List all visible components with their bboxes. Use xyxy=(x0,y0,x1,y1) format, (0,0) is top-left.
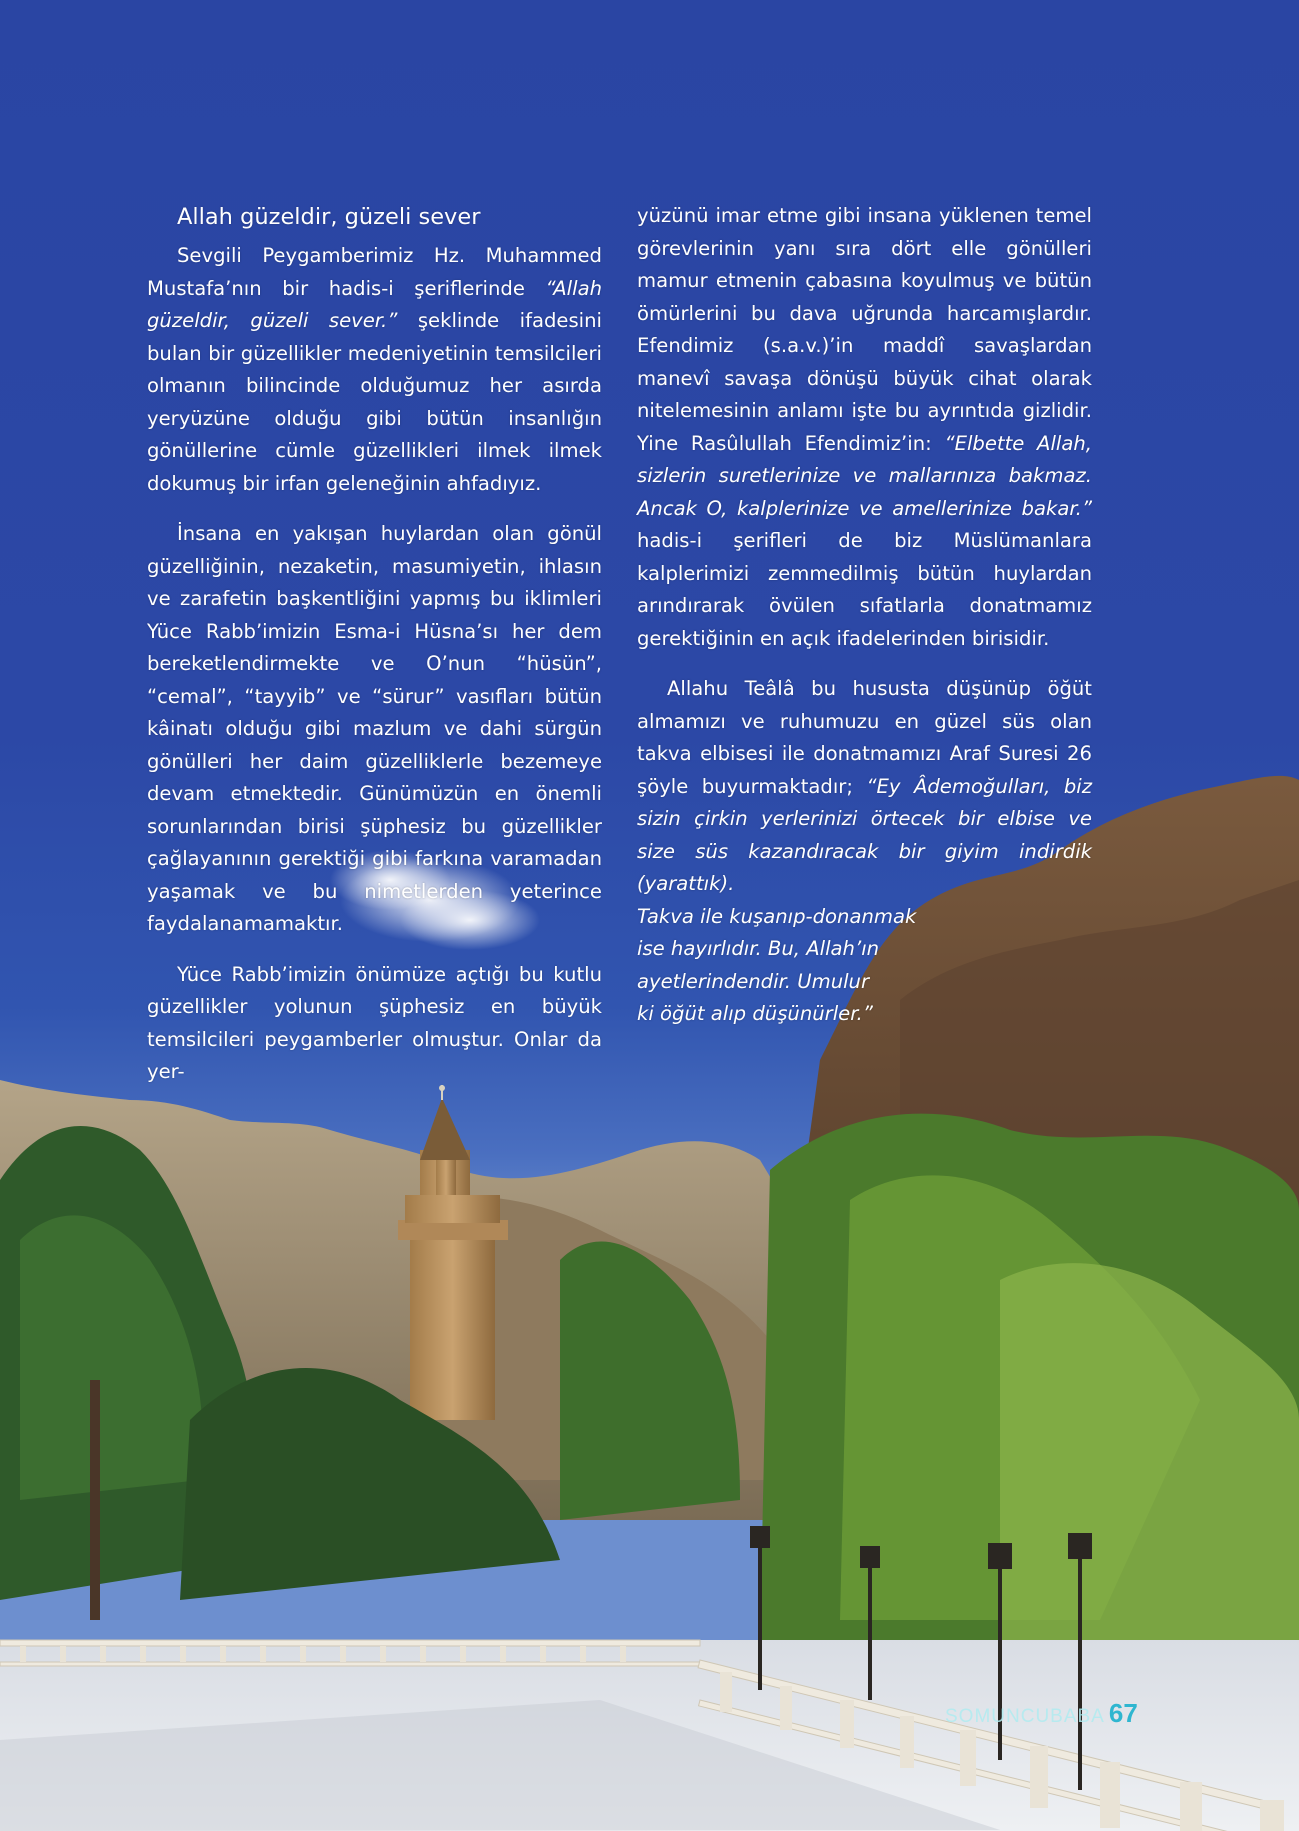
quote-line: ise hayırlıdır. Bu, Allah’ın xyxy=(637,937,880,960)
text-run: Sevgili Peygamberimiz Hz. Muhammed Mustafa’nın bir hadis-i şeriflerinde xyxy=(147,244,602,300)
magazine-name: SOMUNCUBABA xyxy=(945,1706,1105,1727)
article-column-left xyxy=(147,200,602,1107)
paragraph xyxy=(147,240,602,500)
page-number: 67 xyxy=(1108,1698,1138,1728)
article-column-right xyxy=(637,200,1092,1031)
paragraph: İnsana en yakışan huylardan olan gönül güzelliğinin, nezaketin, masumiyetin, ihlasın ve zarafetin başkentliğini yapmış bu iklimleri Yüce Rabb’imizin Esma-i Hüsna’sı her dem bereketlendirmekte ve O’nun “hüsün”, “cemal”, “tayyib” ve “sürur” vasıfları bütün kâinatı olduğu gibi mazlum ve dahi sürgün gönülleri her daim güzelliklerle bezemeye devam etmektedir. Günümüzün en önemli sorunlarından birisi şüphesiz bu güzellikler çağlayanının gerektiği gibi farkına varamadan yaşamak ve bu nimetlerden yeterince faydalanamamaktır. xyxy=(147,522,602,935)
verse-quote: “Ey Âdemoğulları, biz sizin çirkin yerlerinizi örtecek bir elbise ve size süs kazandıracak bir giyim indirdik (yarattık). xyxy=(637,774,1093,895)
quote-line: Takva ile kuşanıp-donanmak xyxy=(637,904,917,928)
paragraph xyxy=(637,673,1092,901)
paragraph xyxy=(637,200,1092,655)
verse-quote-tail xyxy=(637,901,1092,1031)
text-run: Allahu Teâlâ bu hususta düşünüp öğüt almamızı ve ruhumuzu en güzel süs olan takva elbisesi ile donatmamızı Araf Suresi 26 şöyle buyurmaktadır; xyxy=(637,677,1092,798)
section-heading: Allah güzeldir, güzeli sever xyxy=(177,204,481,230)
paragraph: Yüce Rabb’imizin önümüze açtığı bu kutlu güzellikler yolunun şüphesiz en büyük temsilcileri peygamberler olmuştur. Onlar da yer- xyxy=(147,962,602,1083)
text-run: şeklinde ifadesini bulan bir güzellikler medeniyetinin temsilcileri olmanın bilincinde olduğumuz her asırda yeryüzüne olduğu gibi bütün insanlığın gönüllerine cümle güzellikleri ilmek ilmek dokumuş bir irfan geleneğinin ahfadıyız. xyxy=(147,309,602,495)
quote-line: ayetlerindendir. Umulur xyxy=(637,969,870,993)
minaret xyxy=(398,1085,508,1420)
hadith-quote: “Elbette Allah, sizlerin suretlerinize ve mallarınıza bakmaz. Ancak O, kalplerinize ve amellerinize bakar.” xyxy=(637,431,1092,520)
quote-line: ki öğüt alıp düşünürler.” xyxy=(637,1002,873,1025)
text-run: yüzünü imar etme gibi insana yüklenen temel görevlerinin yanı sıra dört elle gönülleri mamur etmenin çabasına koyulmuş ve bütün ömürlerini bu dava uğrunda harcamışlardır. Efendimiz (s.a.v.)’in maddî savaşlardan manevî savaşa dönüşü büyük cihat olarak nitelemesinin anlamı işte bu ayrıntıda gizlidir. Yine Rasûlullah Efendimiz’in: xyxy=(637,204,1092,455)
hadith-quote: “Allah güzeldir, güzeli sever.” xyxy=(147,276,602,332)
text-run: hadis-i şerifleri de biz Müslümanlara kalplerimizi zemmedilmiş bütün huylardan arındırarak övülen sıfatlarla donatmamız gerektiğinin en açık ifadelerinden birisidir. xyxy=(637,529,1092,650)
page-footer xyxy=(945,1698,1138,1734)
